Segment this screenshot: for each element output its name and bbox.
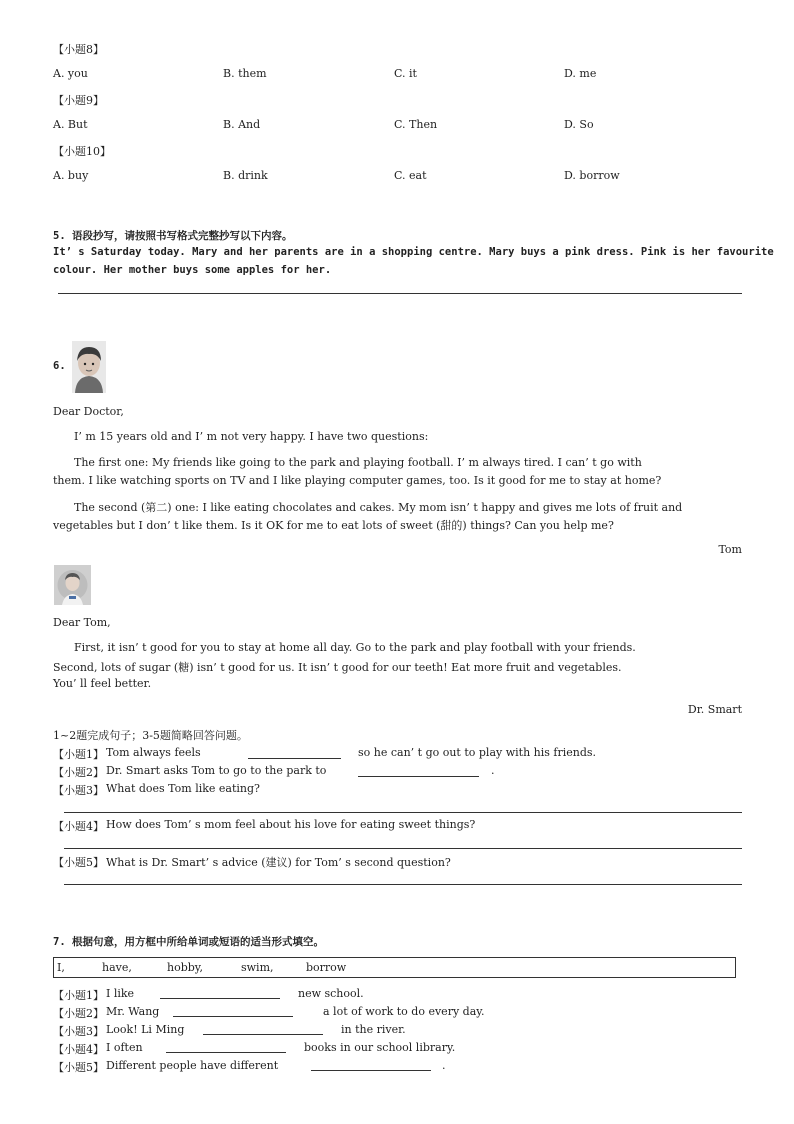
s7-q4-before: I often: [106, 1041, 143, 1054]
s7-q4-blank[interactable]: [166, 1052, 286, 1053]
q10-option-d[interactable]: D. borrow: [564, 169, 620, 182]
letter2-line2: Second, lots of sugar (糖) isn’ t good for us. It isn’ t good for our teeth! Eat more fruit and vegetables.: [53, 661, 622, 674]
s7-q5-blank[interactable]: [311, 1070, 431, 1071]
s6-q1-after: so he can’ t go out to play with his friends.: [358, 746, 597, 759]
s6-q1-before: Tom always feels: [106, 746, 201, 759]
q10-option-c[interactable]: C. eat: [394, 169, 427, 182]
s6-q3-label: 【小题3】: [53, 784, 104, 797]
word-box-item: have,: [102, 961, 132, 974]
s7-q3-blank[interactable]: [203, 1034, 323, 1035]
word-box-item: swim,: [241, 961, 274, 974]
s7-q1-after: new school.: [298, 987, 364, 1000]
letter2-line3: You’ ll feel better.: [53, 677, 152, 690]
s6-q4-label: 【小题4】: [53, 820, 104, 833]
s7-q2-before: Mr. Wang: [106, 1005, 160, 1018]
q10-label: 【小题10】: [53, 145, 111, 158]
boy-avatar-icon: [72, 341, 106, 393]
section5-title: 5. 语段抄写，请按照书写格式完整抄写以下内容。: [53, 230, 293, 242]
word-box-item: borrow: [306, 961, 347, 974]
s7-q3-before: Look! Li Ming: [106, 1023, 185, 1036]
letter1-p2-line2: them. I like watching sports on TV and I like playing computer games, too. Is it good for me to stay at home?: [53, 474, 662, 487]
word-box: [53, 957, 736, 978]
s6-q4-text: How does Tom’ s mom feel about his love for eating sweet things?: [106, 818, 476, 831]
s7-q4-label: 【小题4】: [53, 1043, 104, 1056]
s7-q1-label: 【小题1】: [53, 989, 104, 1002]
q10-option-b[interactable]: B. drink: [223, 169, 268, 182]
q8-option-a[interactable]: A. you: [53, 67, 88, 80]
q8-label: 【小题8】: [53, 43, 104, 56]
s7-q5-before: Different people have different: [106, 1059, 279, 1072]
letter1-signature: Tom: [718, 543, 742, 556]
s7-q4-after: books in our school library.: [304, 1041, 456, 1054]
s7-q5-label: 【小题5】: [53, 1061, 104, 1074]
s7-q3-label: 【小题3】: [53, 1025, 104, 1038]
letter1-p1: I’ m 15 years old and I’ m not very happy. I have two questions:: [74, 430, 429, 443]
letter1-p3-line1: The second (第二) one: I like eating chocolates and cakes. My mom isn’ t happy and gives me lots of fruit and: [74, 501, 683, 514]
word-box-item: hobby,: [167, 961, 204, 974]
section6-instruction: 1~2题完成句子；3-5题简略回答问题。: [53, 729, 248, 742]
q9-label: 【小题9】: [53, 94, 104, 107]
s6-q5-answer-line[interactable]: [64, 884, 742, 885]
section5-text-line1: It’ s Saturday today. Mary and her parents are in a shopping centre. Mary buys a pink dress. Pink is her favourite: [53, 246, 774, 258]
s6-q2-label: 【小题2】: [53, 766, 104, 779]
s6-q5-label: 【小题5】: [53, 856, 104, 869]
q8-option-d[interactable]: D. me: [564, 67, 597, 80]
letter1-p3-line2: vegetables but I don’ t like them. Is it OK for me to eat lots of sweet (甜的) things? Can you help me?: [53, 519, 614, 532]
letter1-p2-line1: The first one: My friends like going to the park and playing football. I’ m always tired. I can’ t go with: [74, 456, 642, 469]
q8-option-b[interactable]: B. them: [223, 67, 267, 80]
s7-q2-blank[interactable]: [173, 1016, 293, 1017]
s7-q2-label: 【小题2】: [53, 1007, 104, 1020]
section5-answer-line[interactable]: [58, 293, 742, 294]
q9-option-d[interactable]: D. So: [564, 118, 594, 131]
s6-q4-answer-line[interactable]: [64, 848, 742, 849]
s6-q5-text: What is Dr. Smart’ s advice (建议) for Tom’ s second question?: [106, 856, 451, 869]
section6-number: 6.: [53, 360, 66, 372]
s7-q1-blank[interactable]: [160, 998, 280, 999]
word-box-item: I,: [57, 961, 65, 974]
s7-q2-after: a lot of work to do every day.: [323, 1005, 485, 1018]
section5-text-line2: colour. Her mother buys some apples for her.: [53, 264, 332, 276]
q10-option-a[interactable]: A. buy: [53, 169, 89, 182]
s7-q1-before: I like: [106, 987, 135, 1000]
s6-q2-blank[interactable]: [358, 776, 479, 777]
s7-q5-after: .: [442, 1059, 446, 1072]
letter1-greeting: Dear Doctor,: [53, 405, 124, 418]
s6-q2-after: .: [491, 764, 495, 777]
q9-option-a[interactable]: A. But: [53, 118, 88, 131]
q9-option-c[interactable]: C. Then: [394, 118, 438, 131]
section7-title: 7. 根据句意，用方框中所给单词或短语的适当形式填空。: [53, 936, 324, 948]
letter2-line1: First, it isn’ t good for you to stay at home all day. Go to the park and play football with your friends.: [74, 641, 636, 654]
doctor-avatar-icon: [54, 565, 91, 605]
s6-q3-answer-line[interactable]: [64, 812, 742, 813]
s6-q3-text: What does Tom like eating?: [106, 782, 260, 795]
letter2-greeting: Dear Tom,: [53, 616, 111, 629]
q9-option-b[interactable]: B. And: [223, 118, 261, 131]
q8-option-c[interactable]: C. it: [394, 67, 417, 80]
s6-q1-label: 【小题1】: [53, 748, 104, 761]
s6-q1-blank[interactable]: [248, 758, 341, 759]
s6-q2-before: Dr. Smart asks Tom to go to the park to: [106, 764, 327, 777]
letter2-signature: Dr. Smart: [687, 703, 742, 716]
s7-q3-after: in the river.: [341, 1023, 406, 1036]
